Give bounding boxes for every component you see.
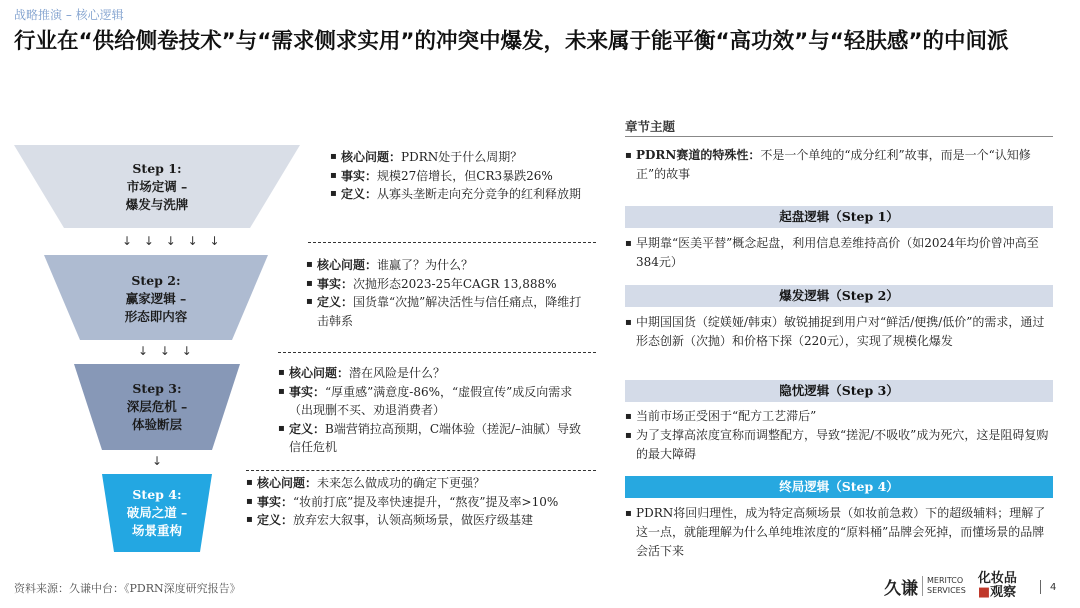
funnel-stage-3-line2: 体验断层: [131, 417, 182, 432]
step-3-description: [278, 364, 592, 457]
breadcrumb: 战略推演 – 核心逻辑: [14, 8, 124, 22]
section-step4-item: ▪ PDRN将回归理性，成为特定高频场景（如妆前急救）下的超级辅料；理解了这一点，就能理解为什么单纯堆浓度的“原料桶”品牌会死掉，而懂场景的品牌会活下来: [625, 504, 1053, 561]
pdrn-intro: [625, 146, 1053, 184]
section-step2-body: [625, 313, 1053, 351]
section-bar-step4: 终局逻辑（Step 4）: [625, 476, 1053, 498]
page-number: 4: [1050, 582, 1057, 593]
funnel-stage-2-line2: 形态即内容: [124, 309, 188, 324]
meritco-logo: MERITCO SERVICES: [922, 576, 966, 596]
funnel-stage-4: [104, 478, 210, 548]
section-step3-item-2: ▪ 为了支撑高浓度宣称而调整配方，导致“搓泥/不吸收”成为死穴，这是阻碍复购的最大障碍: [625, 426, 1053, 464]
step-4-fact: ▪ 事实：“妆前打底”提及率快速提升，“熬夜”提及率>10%: [246, 493, 592, 512]
funnel-stage-4-line2: 场景重构: [131, 523, 182, 538]
step-2-fact: ▪ 事实：次抛形态2023-25年CAGR 13,888%: [306, 275, 592, 294]
section-step2-item: ▪ 中期国国货（绽媄娅/韩束）敏锐捕捉到用户对“鲜活/便携/低价”的需求，通过形态创新（次抛）和价格下探（220元），实现了规模化爆发: [625, 313, 1053, 351]
step-3-question: ▪ 核心问题：潜在风险是什么？: [278, 364, 592, 383]
arrows-row-2: ↓ ↓ ↓: [138, 344, 196, 358]
source-note: 资料来源：久谦中台：《PDRN深度研究报告》: [14, 582, 241, 595]
section-step3-body: [625, 407, 1053, 464]
arrows-row-3: ↓: [152, 454, 167, 468]
section-step3-item-1: ▪ 当前市场正受困于“配方工艺滞后”: [625, 407, 1053, 426]
footer-logos: [884, 572, 1017, 600]
step-1-question: ▪ 核心问题：PDRN处于什么周期？: [330, 148, 592, 167]
funnel-stage-1-step: Step 1:: [132, 161, 182, 176]
chapter-theme-rule: [625, 136, 1053, 137]
section-step4-body: [625, 504, 1053, 561]
step-1-fact: ▪ 事实：规模27倍增长，但CR3暴跌26%: [330, 167, 592, 186]
arrows-row-1: ↓ ↓ ↓ ↓ ↓: [122, 234, 224, 248]
funnel-stage-2-line1: 赢家逻辑 –: [125, 291, 187, 306]
section-bar-step3: 隐忧逻辑（Step 3）: [625, 380, 1053, 402]
step-1-definition: ▪ 定义：从寡头垄断走向充分竞争的红利释放期: [330, 185, 592, 204]
step-2-description: [306, 256, 592, 330]
funnel-stage-1-line2: 爆发与洗牌: [125, 197, 189, 212]
funnel-stage-3-line1: 深层危机 –: [126, 399, 188, 414]
step-4-definition: ▪ 定义：放弃宏大叙事，认领高频场景，做医疗级基建: [246, 511, 592, 530]
step-3-definition: ▪ 定义：B端营销拉高预期，C端体验（搓泥/–油腻）导致信任危机: [278, 420, 592, 457]
section-step1-item: ▪ 早期靠“医美平替”概念起盘，利用信息差维持高价（如2024年均价曾冲高至384元）: [625, 234, 1053, 272]
step-4-description: [246, 474, 592, 530]
step-4-question: ▪ 核心问题：未来怎么做成功的确定下更强？: [246, 474, 592, 493]
funnel-stage-1-line1: 市场定调 –: [126, 179, 188, 194]
funnel-stage-3: [100, 370, 214, 444]
funnel-stage-4-step: Step 4:: [132, 487, 182, 502]
step-2-definition: ▪ 定义：国货靠“次抛”解决活性与信任痛点，降维打击韩系: [306, 293, 592, 330]
page-number-divider: [1040, 580, 1041, 594]
chapter-theme-header: 章节主题: [625, 119, 676, 134]
cosmetics-observer-logo: 化妆品 ■观察: [977, 571, 1017, 600]
section-bar-step1: 起盘逻辑（Step 1）: [625, 206, 1053, 228]
page-title: 行业在“供给侧卷技术”与“需求侧求实用”的冲突中爆发，未来属于能平衡“高功效”与“轻肤感”的中间派: [14, 29, 1009, 54]
funnel-stage-2: [80, 262, 232, 336]
divider-3: [246, 470, 596, 471]
funnel-stage-4-line1: 破局之道 –: [126, 505, 188, 520]
divider-2: [278, 352, 596, 353]
pdrn-intro-item: ▪ PDRN赛道的特殊性：不是一个单纯的“成分红利”故事，而是一个“认知修正”的故事: [625, 146, 1053, 184]
jiuqian-logo: 久谦: [884, 578, 918, 599]
step-2-question: ▪ 核心问题：谁赢了？为什么？: [306, 256, 592, 275]
funnel-stage-3-step: Step 3:: [132, 381, 182, 396]
funnel-stage-2-step: Step 2:: [131, 273, 181, 288]
step-3-fact: ▪ 事实：“厚重感”满意度-86%，“虚假宣传”成反向需求（出现删不买、劝退消费者）: [278, 383, 592, 420]
section-step1-body: [625, 234, 1053, 272]
section-bar-step2: 爆发逻辑（Step 2）: [625, 285, 1053, 307]
divider-1: [308, 242, 596, 243]
step-1-description: [330, 148, 592, 204]
funnel-stage-1: [60, 150, 254, 224]
